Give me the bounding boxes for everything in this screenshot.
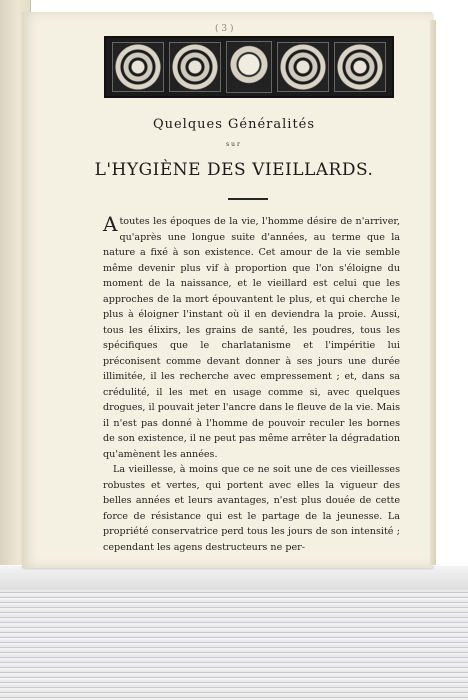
chapter-title-line-2: sur bbox=[226, 141, 242, 148]
body-text bbox=[103, 214, 400, 555]
page-stack-edges bbox=[0, 590, 468, 700]
acanthus-ornament-icon bbox=[169, 42, 221, 92]
chapter-title-line-1: Quelques Généralités bbox=[152, 117, 316, 132]
mask-ornament-icon bbox=[226, 41, 272, 93]
page-stack-shadow bbox=[0, 566, 468, 592]
title-divider bbox=[228, 198, 268, 200]
acanthus-ornament-icon bbox=[334, 42, 386, 92]
paragraph-1 bbox=[103, 214, 400, 462]
chapter-title-line-3: L'HYGIÈNE DES VIEILLARDS. bbox=[94, 160, 374, 180]
drop-cap: A bbox=[103, 212, 118, 236]
acanthus-ornament-icon bbox=[112, 42, 164, 92]
paragraph-2: La vieillesse, à moins que ce ne soit une de ces vieillesses robustes et vertes, qui portent avec elles la vigueur des belles années et leurs avantages, n'est plus douée de cette force de résistance qui est le partage de la jeunesse. La propriété conservatrice perd tous les jours de son intensité ; cependant les agens destructeurs ne per- bbox=[103, 464, 400, 553]
paragraph-1-text: toutes les époques de la vie, l'homme désire de n'arriver, qu'après une longue suite d'années, au terme que la nature a fixé à son existence. Cet amour de la vie semble même devenir plus vif à proportion que l'on s'éloigne du moment de la naissance, et le vieillard est celui que les approches de la mort épouvantent le plus, et qui cherche le plus à éloigner l'instant où il en deviendra la proie. Aussi, tous les élixirs, les grains de santé, les poudres, tous les spécifiques que le charlatanisme et l'impéritie lui préconisent comme devant donner à ses jours une durée illimitée, il les recherche avec empressement ; et, dans sa crédulité, il les met en usage comme si, avec quelques drogues, il pouvait jeter l'ancre dans le fleuve de la vie. Mais il n'est pas donné à l'homme de pouvoir reculer les bornes de son existence, il ne peut pas même arrêter la dégradation qu'amènent les années. bbox=[103, 216, 400, 460]
page-right-edge bbox=[430, 20, 436, 565]
acanthus-ornament-icon bbox=[277, 42, 329, 92]
page-number: ( 3 ) bbox=[215, 24, 234, 34]
ornamental-headpiece bbox=[104, 36, 394, 98]
